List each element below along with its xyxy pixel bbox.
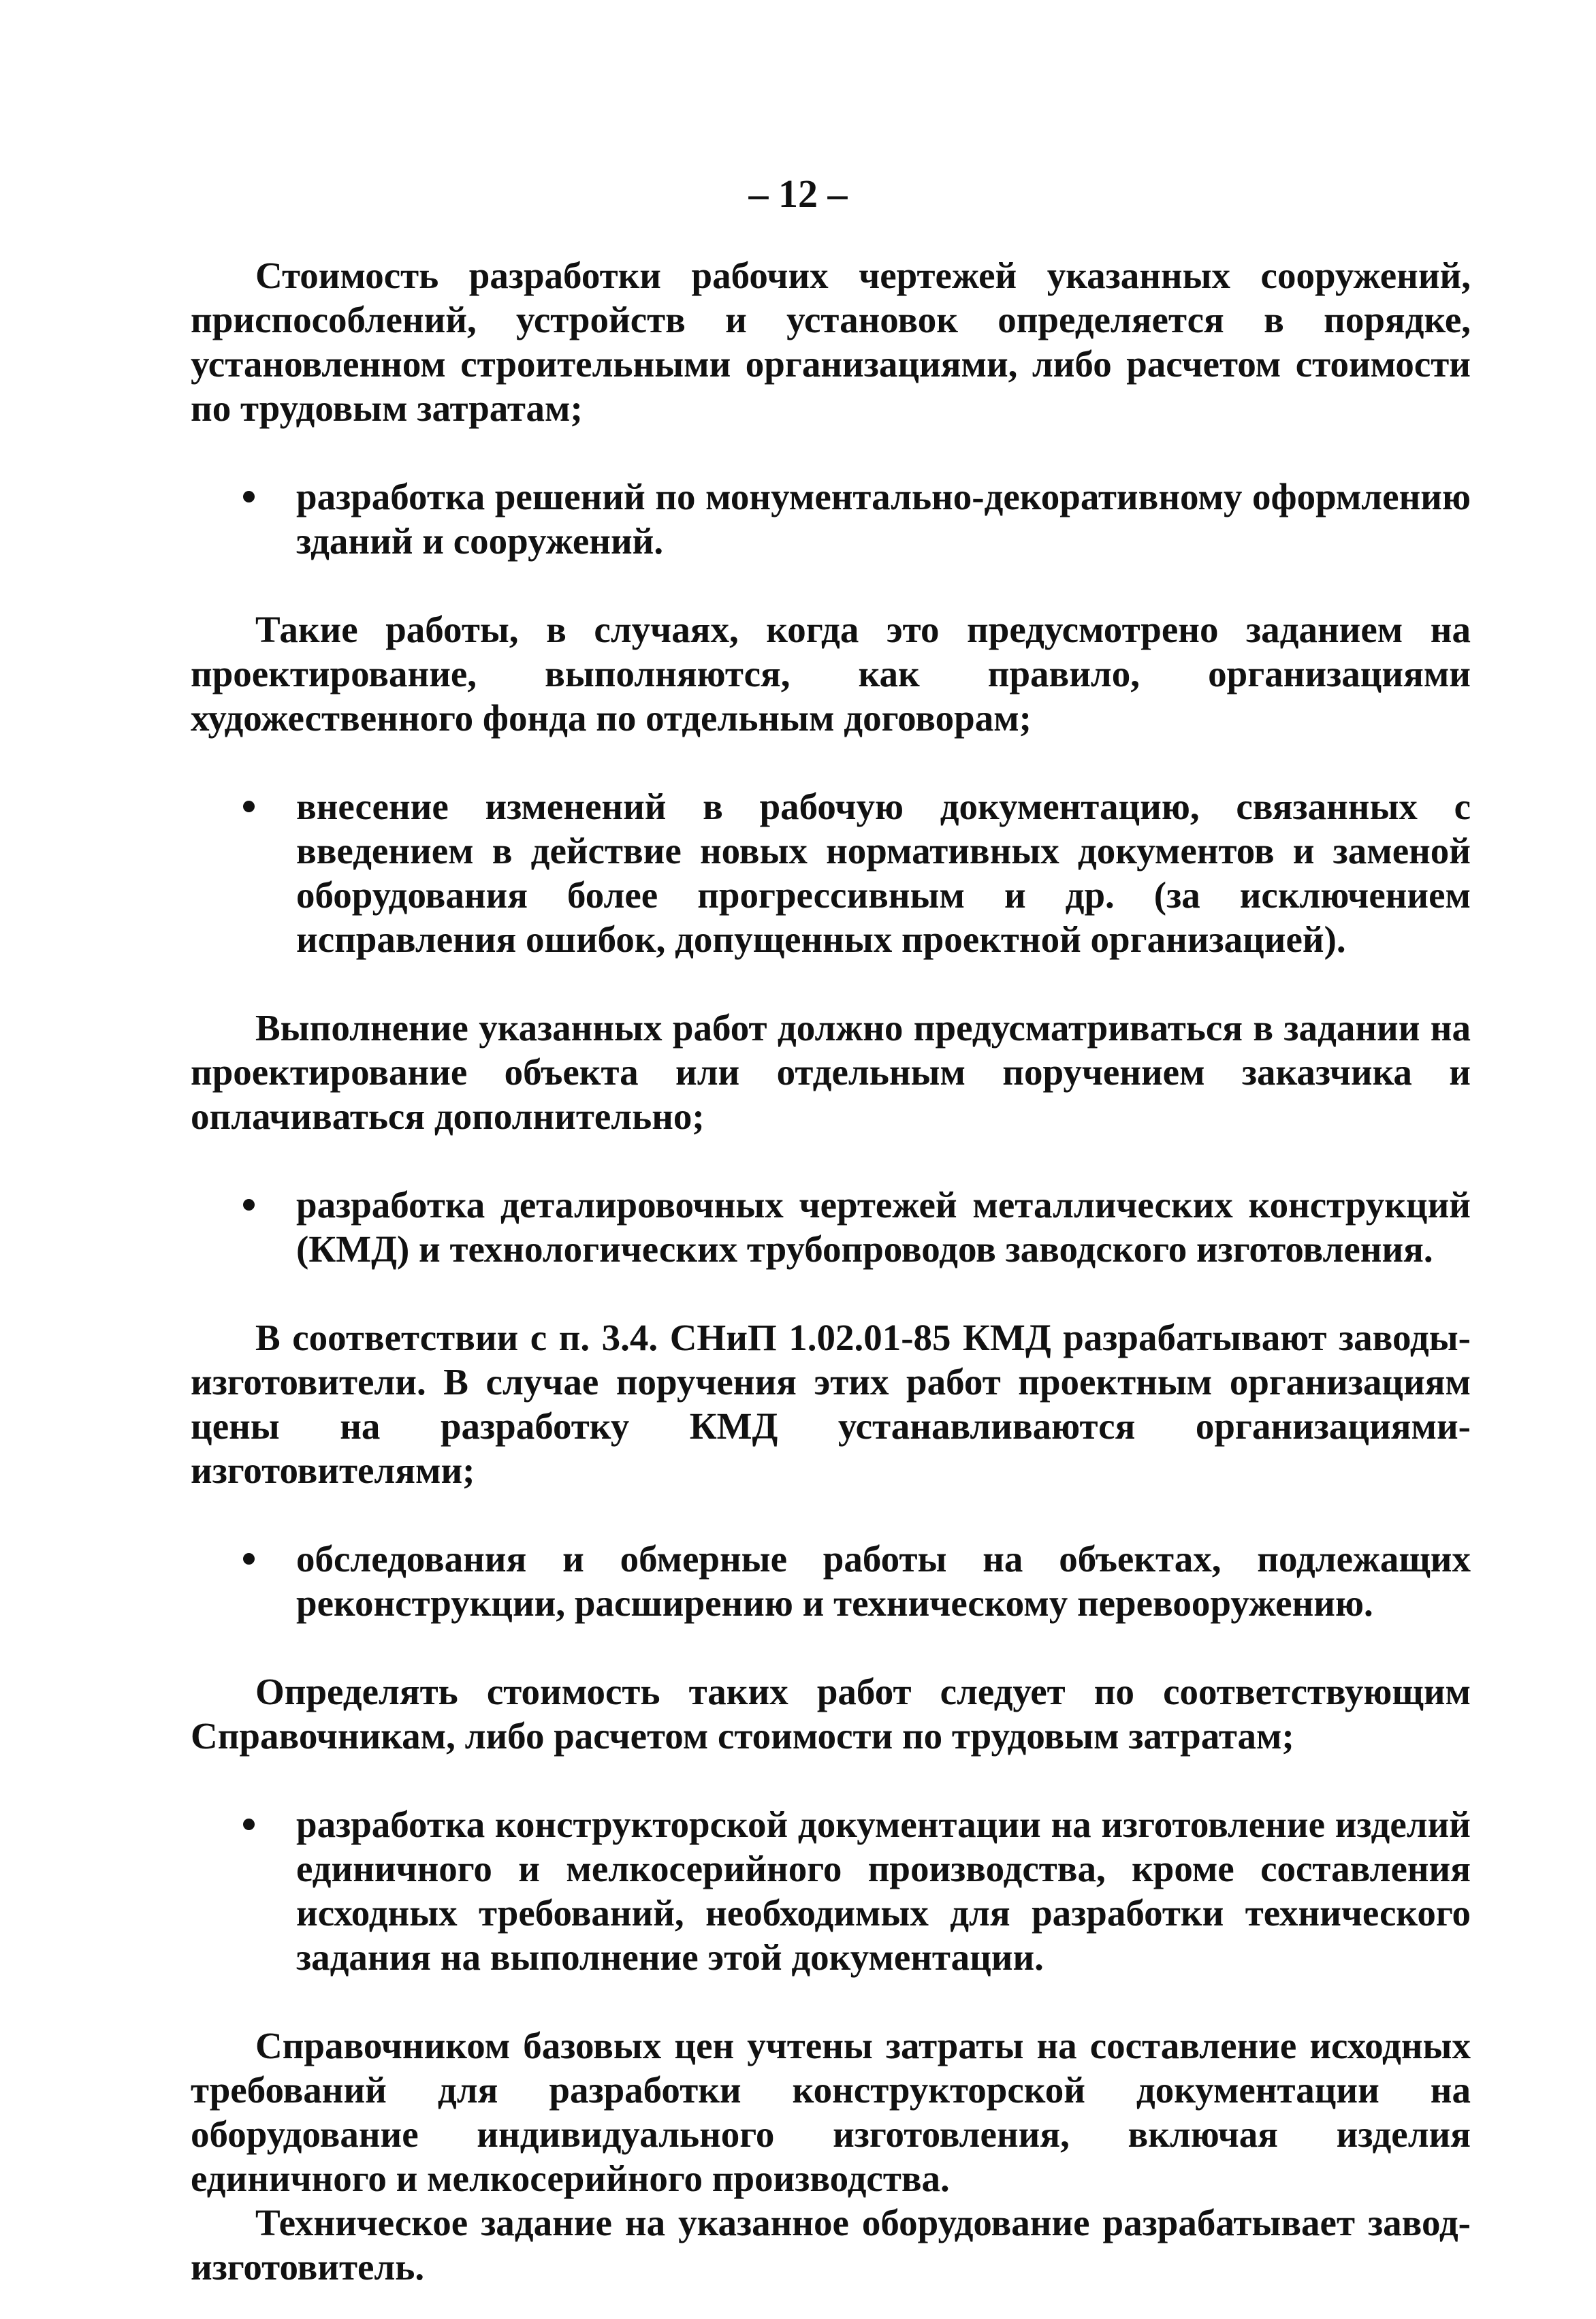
- paragraph: Определять стоимость таких работ следует по соответствующим Справочникам, либо расчетом стоимости по трудовым затратам;: [191, 1671, 1471, 1757]
- list-item: [296, 1183, 1471, 1271]
- list-item-text: разработка деталировочных чертежей металлических конструкций (КМД) и технологических трубопроводов заводского изготовления.: [296, 1184, 1471, 1270]
- bullet-dot-icon: [243, 1199, 255, 1211]
- paragraph: Выполнение указанных работ должно предусматриваться в задании на проектирование объекта или отдельным поручением заказчика и оплачиваться дополнительно;: [191, 1007, 1471, 1137]
- list-item-text: внесение изменений в рабочую документацию, связанных с введением в действие новых нормативных документов и заменой оборудования более прогрессивным и др. (за исключением исправления ошибок, допущенных проектной организацией).: [296, 786, 1471, 960]
- list-item: [296, 1537, 1471, 1625]
- paragraph: Техническое задание на указанное оборудование разрабатывает завод-изготовитель.: [191, 2202, 1471, 2288]
- page-number: – 12 –: [748, 172, 848, 216]
- list-item-text: разработка решений по монументально-декоративному оформлению зданий и сооружений.: [296, 476, 1471, 562]
- list-item: [296, 1802, 1471, 1979]
- bullet-list: [191, 1183, 1471, 1271]
- list-item: [296, 475, 1471, 563]
- bullet-list: [191, 1802, 1471, 1979]
- paragraph: Справочником базовых цен учтены затраты на составление исходных требований для разработки конструкторской документации на оборудование индивидуального изготовления, включая изделия единичного и мелкосерийного производства.: [191, 2025, 1471, 2199]
- bullet-dot-icon: [243, 801, 255, 812]
- page-body: [191, 253, 1471, 2289]
- list-item-text: разработка конструкторской документации на изготовление изделий единичного и мелкосерийного производства, кроме составления исходных требований, необходимых для разработки технического задания на выполнение этой документации.: [296, 1804, 1471, 1978]
- bullet-list: [191, 784, 1471, 961]
- bullet-list: [191, 475, 1471, 563]
- paragraph: Стоимость разработки рабочих чертежей указанных сооружений, приспособлений, устройств и установок определяется в порядке, установленном строительными организациями, либо расчетом стоимости по трудовым затратам;: [191, 255, 1471, 429]
- bullet-dot-icon: [243, 1553, 255, 1565]
- paragraph: В соответствии с п. 3.4. СНиП 1.02.01-85 КМД разрабатывают заводы-изготовители. В случае поручения этих работ проектным организациям цены на разработку КМД устанавливаются организациями-изготовителями;: [191, 1317, 1471, 1491]
- bullet-dot-icon: [243, 491, 255, 502]
- list-item-text: обследования и обмерные работы на объектах, подлежащих реконструкции, расширению и техническому перевооружению.: [296, 1538, 1471, 1624]
- bullet-dot-icon: [243, 1819, 255, 1830]
- list-item: [296, 784, 1471, 961]
- bullet-list: [191, 1537, 1471, 1625]
- paragraph: Такие работы, в случаях, когда это предусмотрено заданием на проектирование, выполняются, как правило, организациями художественного фонда по отдельным договорам;: [191, 609, 1471, 739]
